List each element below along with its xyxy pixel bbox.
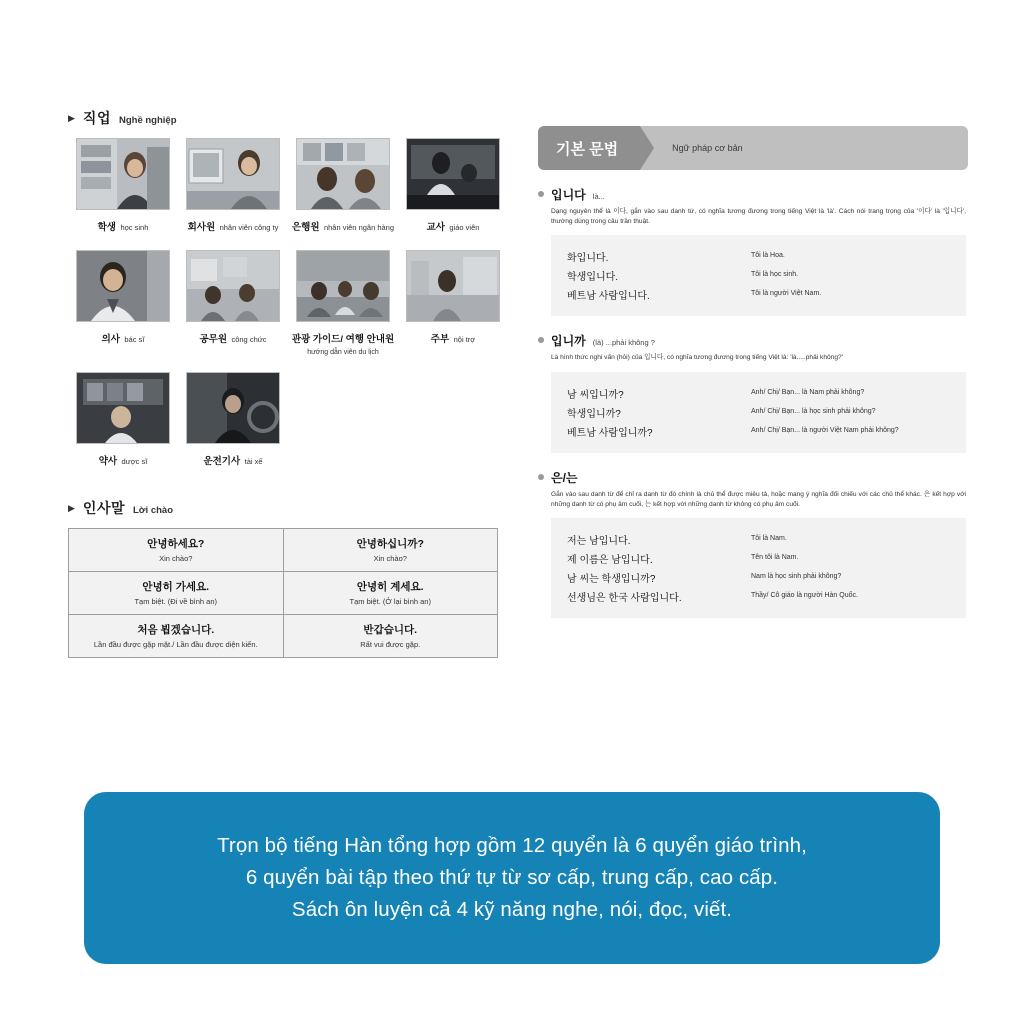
photo-housewife (407, 251, 499, 321)
photo-driver (187, 373, 279, 443)
example-korean: 제 이름은 남입니다. (567, 555, 653, 567)
grammar-item (538, 186, 968, 316)
greeting-cell (283, 528, 498, 571)
job-label-korean: 공무원 (199, 334, 228, 345)
example-row (551, 549, 966, 568)
job-photo (186, 138, 280, 210)
job-photo (76, 138, 170, 210)
photo-office-worker (187, 139, 279, 209)
example-vietnamese: Tôi là Nam. (751, 535, 787, 543)
example-row (551, 530, 966, 549)
example-korean: 선생님은 한국 사람입니다. (567, 593, 682, 605)
job-label-korean: 교사 (426, 222, 445, 233)
promo-banner-line: 6 quyển bài tập theo thứ tự từ sơ cấp, trung cấp, cao cấp. (245, 866, 779, 890)
example-row (551, 587, 966, 606)
bullet-icon (538, 191, 544, 197)
job-caption (292, 216, 394, 236)
job-label-korean: 관광 가이드/ 여행 안내원 (291, 334, 395, 345)
job-photo (406, 250, 500, 322)
example-row (551, 285, 966, 304)
job-item (398, 250, 508, 358)
job-item (178, 250, 288, 358)
job-caption (431, 328, 475, 348)
section-title-korean: 인사말 (82, 499, 125, 516)
example-korean: 화입니다. (567, 253, 609, 265)
arrow-icon: ▶ (68, 113, 75, 123)
example-vietnamese: Tôi là người Việt Nam. (751, 290, 822, 298)
job-label-sub: hướng dẫn viên du lịch (307, 349, 379, 356)
job-label-vietnamese: nội trợ (453, 335, 476, 344)
greeting-korean: 안녕히 계세요. (356, 580, 424, 593)
grammar-item-header (538, 186, 968, 203)
example-row (551, 403, 966, 422)
photo-pharmacist (77, 373, 169, 443)
greeting-cell (283, 614, 498, 657)
job-label-korean: 회사원 (187, 222, 216, 233)
job-item (68, 138, 178, 236)
job-photo-grid (68, 138, 508, 484)
greeting-korean: 반갑습니다. (363, 623, 418, 636)
job-label-korean: 의사 (101, 334, 120, 345)
greetings-section (68, 498, 508, 658)
grammar-keyword: 입니까 (551, 334, 586, 349)
job-label-korean: 운전기사 (203, 455, 241, 467)
bullet-icon (538, 474, 544, 480)
example-korean: 학생입니다. (567, 272, 619, 284)
greeting-cell (69, 614, 284, 657)
grammar-example-box (551, 372, 966, 453)
greeting-vietnamese: Tạm biệt. (Ở lại bình an) (349, 596, 431, 606)
example-vietnamese: Anh/ Chị/ Bạn... là học sinh phải không? (751, 407, 876, 415)
photo-civil-servant (187, 251, 279, 321)
job-photo (296, 138, 390, 210)
job-item (288, 138, 398, 236)
grammar-title-korean: 기본 문법 (556, 140, 619, 158)
promo-banner-line: Trọn bộ tiếng Hàn tổng hợp gồm 12 quyển là 6 quyển giáo trình, (217, 834, 807, 858)
job-photo (296, 250, 390, 322)
section-title-vietnamese: Lời chào (133, 504, 174, 516)
promo-banner (84, 792, 940, 964)
example-row (551, 422, 966, 441)
job-caption (292, 328, 394, 358)
job-label-vietnamese: giáo viên (449, 223, 480, 232)
greeting-cell (69, 528, 284, 571)
job-label-vietnamese: học sinh (120, 223, 149, 232)
section-title-vietnamese: Nghề nghiệp (118, 115, 177, 126)
job-item (288, 250, 398, 358)
job-photo (76, 372, 170, 444)
example-vietnamese: Nam là học sinh phải không? (751, 573, 842, 581)
job-label-vietnamese: tài xế (244, 456, 263, 466)
job-label-vietnamese: công chức (231, 335, 267, 344)
grammar-example-box (551, 235, 966, 316)
table-row (69, 528, 498, 571)
job-label-vietnamese: dược sĩ (121, 456, 148, 466)
example-korean: 학생입니까? (567, 408, 621, 420)
photo-doctor (77, 251, 169, 321)
example-vietnamese: Tên tôi là Nam. (751, 554, 799, 562)
job-caption (188, 216, 279, 236)
example-row (551, 568, 966, 587)
photo-bank-teller (297, 139, 389, 209)
job-item (178, 138, 288, 236)
photo-tour-guide (297, 251, 389, 321)
grammar-example-box (551, 518, 966, 618)
grammar-header-tab (538, 126, 640, 170)
grammar-item (538, 469, 968, 618)
photo-teacher (407, 139, 499, 209)
job-item (68, 250, 178, 358)
arrow-icon: ▶ (68, 502, 75, 513)
grammar-item-header (538, 469, 968, 486)
job-label-vietnamese: nhân viên công ty (219, 223, 279, 232)
job-label-vietnamese: bác sĩ (124, 335, 145, 344)
greeting-vietnamese: Lần đầu được gặp mặt./ Lần đầu được diện kiến. (93, 639, 258, 649)
job-caption (102, 328, 145, 348)
example-vietnamese: Anh/ Chị/ Bạn... là người Việt Nam phải không? (751, 426, 899, 434)
grammar-keyword: 입니다 (551, 188, 586, 202)
example-korean: 남 씨는 학생입니까? (567, 574, 656, 586)
grammar-description: Gắn vào sau danh từ để chỉ ra danh từ đó chính là chủ thể được miêu tả, hoặc mang ý nghĩa đối chiếu với các chủ thể khác. 은 kết hợp với những danh từ có phụ âm cuối, 는 kết hợp với những danh từ không có phụ âm cuối. (551, 490, 966, 508)
job-caption (199, 328, 266, 348)
grammar-item-header (538, 332, 968, 349)
grammar-keyword: 은/는 (551, 470, 578, 485)
greeting-korean: 안녕히 가세요. (142, 580, 210, 593)
job-photo (406, 138, 500, 210)
grammar-header-banner (538, 126, 968, 170)
greeting-vietnamese: Tạm biệt. (Đi về bình an) (134, 596, 218, 606)
greeting-korean: 처음 뵙겠습니다. (137, 623, 215, 636)
job-label-korean: 학생 (97, 222, 116, 233)
example-korean: 베트남 사람입니다. (567, 291, 650, 303)
example-korean: 남 씨입니까? (567, 389, 624, 401)
example-vietnamese: Thầy/ Cô giáo là người Hàn Quốc. (751, 592, 858, 600)
example-row (551, 247, 966, 266)
greeting-vietnamese: Rất vui được gặp. (360, 639, 421, 649)
example-vietnamese: Anh/ Chị/ Bạn... là Nam phải không? (751, 388, 865, 396)
job-photo (186, 372, 280, 444)
table-row (69, 571, 498, 614)
job-item (398, 138, 508, 236)
job-caption (427, 216, 480, 236)
job-label-korean: 주부 (430, 334, 450, 345)
bullet-icon (538, 337, 544, 343)
job-photo (76, 250, 170, 322)
section-header-jobs (68, 108, 508, 128)
promo-banner-line: Sách ôn luyện cả 4 kỹ năng nghe, nói, đọc, viết. (291, 897, 733, 921)
example-vietnamese: Tôi là học sinh. (751, 271, 799, 279)
job-caption (99, 450, 148, 470)
job-photo (186, 250, 280, 322)
grammar-keyword-note: là... (592, 192, 605, 201)
greeting-korean: 안녕하세요? (147, 537, 205, 550)
right-page-column (538, 126, 968, 618)
example-korean: 저는 남입니다. (567, 536, 631, 548)
greeting-cell (283, 571, 498, 614)
job-caption (98, 216, 149, 236)
section-header-greetings (68, 498, 508, 518)
greeting-cell (69, 571, 284, 614)
greeting-vietnamese: Xin chào? (159, 553, 193, 563)
example-vietnamese: Tôi là Hoa. (751, 252, 785, 260)
grammar-title-vietnamese: Ngữ pháp cơ bản (672, 143, 743, 153)
job-label-vietnamese: nhân viên ngân hàng (323, 223, 395, 232)
example-row (551, 384, 966, 403)
grammar-description: Dạng nguyên thể là 이다, gắn vào sau danh từ, có nghĩa tương đương trong tiếng Việt là 'là'. Cách nói trang trọng của '이다' là '입니다', thường dùng trong câu trần thuật. (551, 208, 966, 226)
job-item (178, 372, 288, 470)
greeting-vietnamese: Xin chào? (373, 553, 407, 563)
grammar-item (538, 332, 968, 452)
greetings-table (68, 528, 498, 658)
job-item (68, 372, 178, 470)
job-label-korean: 약사 (98, 455, 118, 467)
job-caption (203, 450, 262, 470)
job-label-korean: 은행원 (291, 222, 320, 233)
photo-student (77, 139, 169, 209)
left-page-column (68, 108, 508, 728)
table-row (69, 614, 498, 657)
example-korean: 베트남 사람입니까? (567, 427, 653, 439)
grammar-description: Là hình thức nghi vấn (hỏi) của 입니다, có nghĩa tương đương trong tiếng Việt là: 'là.....phải không?' (551, 354, 843, 362)
example-row (551, 266, 966, 285)
greeting-korean: 안녕하십니까? (356, 537, 424, 550)
section-title-korean: 직업 (82, 110, 111, 126)
grammar-keyword-note: (là) ...phải không ? (592, 338, 655, 348)
